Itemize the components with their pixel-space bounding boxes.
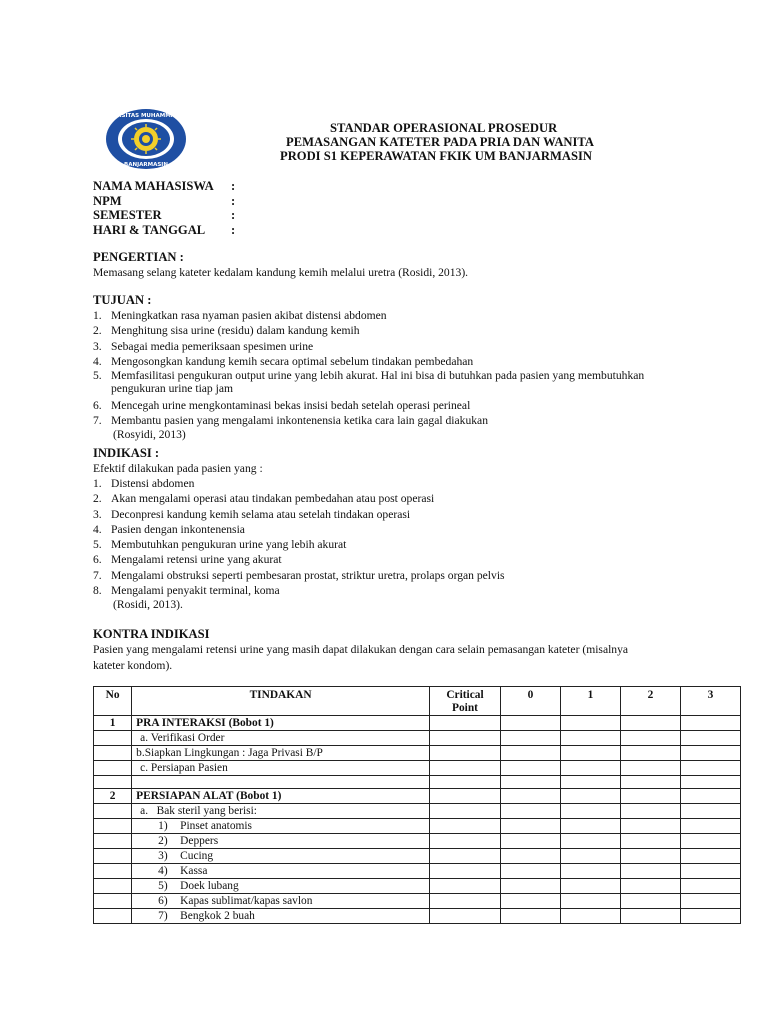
pengertian-heading: PENGERTIAN : — [93, 250, 184, 264]
row-number: 1 — [94, 716, 132, 731]
table-header-row — [94, 687, 741, 716]
indikasi-intro: Efektif dilakukan pada pasien yang : — [93, 462, 263, 475]
list-item: 3. Deconpresi kandung kemih selama atau setelah tindakan operasi — [93, 507, 411, 521]
table-row — [94, 894, 741, 909]
list-item: 1. Meningkatkan rasa nyaman pasien akibat distensi abdomen — [93, 309, 387, 322]
row-label: 7) Bengkok 2 buah — [132, 909, 430, 924]
list-item: 2. Akan mengalami operasi atau tindakan pembedahan atau post operasi — [93, 492, 435, 506]
title-line-2: PEMASANGAN KATETER PADA PRIA DAN WANITA — [286, 135, 594, 150]
indikasi-citation: (Rosidi, 2013). — [113, 598, 183, 612]
list-item: 3. Sebagai media pemeriksaan spesimen urine — [93, 339, 314, 353]
document-title — [260, 121, 690, 164]
table-row — [94, 834, 741, 849]
row-label: c. Persiapan Pasien — [132, 761, 430, 776]
table-row — [94, 761, 741, 776]
table-row — [94, 864, 741, 879]
kontra-heading: KONTRA INDIKASI — [93, 627, 210, 641]
row-label: 3) Cucing — [132, 849, 430, 864]
list-item: 8. Mengalami penyakit terminal, koma — [93, 584, 280, 598]
list-item: 7. Membantu pasien yang mengalami inkontenensia ketika cara lain gagal diakukan — [93, 414, 488, 428]
pengertian-text: Memasang selang kateter kedalam kandung kemih melalui uretra (Rosidi, 2013). — [93, 266, 469, 279]
table-row — [94, 849, 741, 864]
identity-sep: : — [231, 179, 236, 193]
row-label: 5) Doek lubang — [132, 879, 430, 894]
table-row — [94, 716, 741, 731]
identity-label-npm: NPM — [93, 193, 122, 208]
title-line-3: PRODI S1 KEPERAWATAN FKIK UM BANJARMASIN — [280, 149, 592, 164]
section-indikasi — [93, 446, 653, 611]
identity-sep: : — [231, 208, 236, 222]
university-logo — [98, 108, 194, 170]
tujuan-heading: TUJUAN : — [93, 293, 152, 307]
logo-text-top: UNIVERSITAS MUHAMMADIYAH — [98, 113, 194, 119]
list-item: 2. Menghitung sisa urine (residu) dalam kandung kemih — [93, 324, 360, 338]
section-tujuan — [93, 293, 653, 442]
identity-label-semester: SEMESTER — [93, 208, 162, 222]
col-no: No — [94, 687, 132, 716]
list-item: 6. Mencegah urine mengkontaminasi bekas insisi bedah setelah operasi perineal — [93, 398, 471, 412]
row-label: 2) Deppers — [132, 834, 430, 849]
identity-sep: : — [231, 193, 236, 208]
row-label: b.Siapkan Lingkungan : Jaga Privasi B/P — [132, 746, 430, 761]
row-label: a. Bak steril yang berisi: — [132, 804, 430, 819]
section-kontra — [93, 627, 653, 673]
col-score-0: 0 — [500, 687, 560, 716]
identity-label-name: NAMA MAHASISWA — [93, 179, 214, 193]
table-row — [94, 746, 741, 761]
table-row — [94, 879, 741, 894]
row-label: 6) Kapas sublimat/kapas savlon — [132, 894, 430, 909]
list-item: 5. Memfasilitasi pengukuran output urine yang lebih akurat. Hal ini bisa di butuhkan pada pasien yang membutuhkan pengukuran urine tiap jam — [93, 369, 645, 395]
row-label: 4) Kassa — [132, 864, 430, 879]
col-score-3: 3 — [680, 687, 740, 716]
section-pengertian — [93, 250, 653, 279]
assessment-table — [93, 686, 741, 924]
table-row — [94, 819, 741, 834]
table-row — [94, 909, 741, 924]
list-item: 5. Membutuhkan pengukuran urine yang lebih akurat — [93, 538, 347, 552]
col-tindakan: TINDAKAN — [132, 687, 430, 716]
identity-sep: : — [231, 222, 236, 237]
section-title: PERSIAPAN ALAT (Bobot 1) — [132, 789, 430, 804]
list-item: 4. Pasien dengan inkontenensia — [93, 522, 245, 536]
row-number: 2 — [94, 789, 132, 804]
kontra-text: Pasien yang mengalami retensi urine yang masih dapat dilakukan dengan cara selain pemasangan kateter (misalnya kateter kondom). — [93, 643, 629, 672]
section-title: PRA INTERAKSI (Bobot 1) — [132, 716, 430, 731]
row-label: a. Verifikasi Order — [132, 731, 430, 746]
indikasi-heading: INDIKASI : — [93, 446, 160, 460]
indikasi-list — [93, 476, 653, 598]
col-score-1: 1 — [560, 687, 620, 716]
logo-text-bottom: BANJARMASIN — [124, 162, 168, 168]
tujuan-citation: (Rosyidi, 2013) — [113, 428, 186, 442]
identity-label-date: HARI & TANGGAL — [93, 222, 206, 237]
col-critical-point: Critical Point — [430, 687, 501, 716]
col-score-2: 2 — [620, 687, 680, 716]
table-row — [94, 789, 741, 804]
tujuan-list — [93, 308, 653, 428]
table-row — [94, 731, 741, 746]
list-item: 7. Mengalami obstruksi seperti pembesaran prostat, striktur uretra, prolaps organ pelvis — [93, 568, 505, 582]
table-row — [94, 776, 741, 789]
list-item: 4. Mengosongkan kandung kemih secara optimal sebelum tindakan pembedahan — [93, 354, 474, 368]
title-line-1: STANDAR OPERASIONAL PROSEDUR — [330, 121, 558, 135]
list-item: 1. Distensi abdomen — [93, 477, 195, 490]
table-row — [94, 804, 741, 819]
row-label: 1) Pinset anatomis — [132, 819, 430, 834]
student-identity — [93, 179, 235, 237]
list-item: 6. Mengalami retensi urine yang akurat — [93, 553, 282, 567]
